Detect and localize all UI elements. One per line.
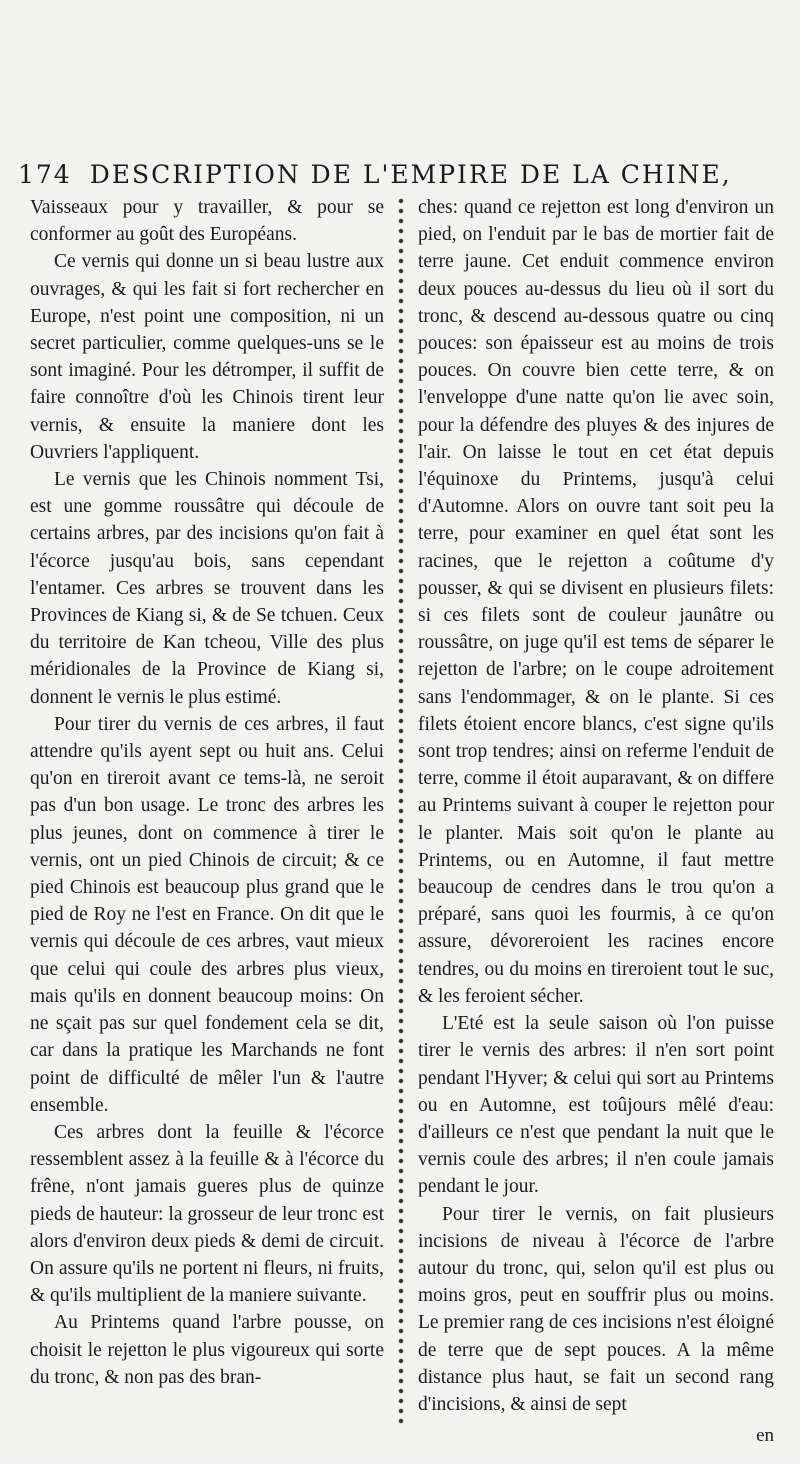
paragraph: Ces arbres dont la feuille & l'écorce ressemblent assez à la feuille & à l'écorce du frêne, n'ont jamais gueres plus de quinze pieds de hauteur: la grosseur de leur tronc est alors d'environ deux pieds & demi de circuit. On assure qu'ils ne portent ni fleurs, ni fruits, & qu'ils multiplient de la maniere suivante. xyxy=(30,1121,384,1307)
paragraph: Le vernis que les Chinois nomment Tsi, est une gomme roussâtre qui découle de certains arbres, par des incisions qu'on fait à l'écorce jusqu'au bois, sans cependant l'entamer. Ces arbres se trouvent dans les Provinces de Kiang si, & de Se tchuen. Ceux du territoire de Kan tcheou, Ville des plus méridionales de la Province de Kiang si, donnent le vernis le plus estimé. xyxy=(30,469,384,708)
right-column xyxy=(418,194,774,1418)
page-number: 174 xyxy=(18,160,72,189)
paragraph: Au Printems quand l'arbre pousse, on choisit le rejetton le plus vigoureux qui sorte du tronc, & non pas des bran- xyxy=(30,1312,384,1388)
paragraph: L'Eté est la seule saison où l'on puisse tirer le vernis des arbres: il n'en sort point pendant l'Hyver; & celui qui sort au Printems ou en Automne, est toûjours mêlé d'eau: d'ailleurs ce n'est que pendant la nuit que le vernis coule des arbres; il n'en coule jamais pendant le jour. xyxy=(418,1013,774,1198)
paragraph: Pour tirer le vernis, on fait plusieurs incisions de niveau à l'écorce de l'arbre autour du tronc, qui, selon qu'il est plus ou moins gros, peut en souffrir plus ou moins. Le premier rang de ces incisions n'est éloigné de terre que de sept pouces. A la même distance plus haut, se fait un second rang d'incisions, & ainsi de sept xyxy=(418,1203,774,1415)
column-ornament-divider xyxy=(395,196,407,1426)
paragraph: Vaisseaux pour y travailler, & pour se conformer au goût des Européans. xyxy=(30,197,384,246)
left-column xyxy=(30,194,384,1391)
paragraph: Ce vernis qui donne un si beau lustre aux ouvrages, & qui les fait si fort rechercher en Europe, n'est point une composition, ni un secret particulier, comme quelques-uns se le sont imaginé. Pour les détromper, il suffit de faire connoître d'où les Chinois tirent leur vernis, & ensuite la maniere dont les Ouvriers l'appliquent. xyxy=(30,251,384,463)
catchword: en xyxy=(756,1425,774,1446)
paragraph: ches: quand ce rejetton est long d'environ un pied, on l'enduit par le bas de mortier fait de terre jaune. Cet enduit commence environ deux pouces au-dessus du lieu où il sort du tronc, & descend au-dessous quatre ou cinq pouces: son épaisseur est au moins de trois pouces. On couvre bien cette terre, & on l'enveloppe d'une natte qu'on lie avec soin, pour la défendre des pluyes & des injures de l'air. On laisse le tout en cet état depuis l'équinoxe du Printems, jusqu'à celui d'Automne. Alors on ouvre tant soit peu la terre, pour examiner en quel état sont les racines, que le rejetton a coûtume d'y pousser, & qui se divisent en plusieurs filets: si ces filets sont de couleur jaunâtre ou roussâtre, on juge qu'il est tems de séparer le rejetton de l'arbre; on le coupe adroitement sans l'endommager, & on le plante. Si ces filets étoient encore blancs, c'est signe qu'ils sont trop tendres; ainsi on referme l'enduit de terre, comme il étoit auparavant, & on differe au Printems suivant à couper le rejetton pour le planter. Mais soit qu'on le plante au Printems, ou en Automne, il faut mettre beaucoup de cendres dans le trou qu'on a préparé, sans quoi les fourmis, à ce qu'on assure, dévoreroient les racines encore tendres, ou du moins en tireroient tout le suc, & les feroient sécher. xyxy=(418,197,774,1007)
running-title: DESCRIPTION DE L'EMPIRE DE LA CHINE, xyxy=(89,160,732,189)
paragraph: Pour tirer du vernis de ces arbres, il faut attendre qu'ils ayent sept ou huit ans. Celui qu'on en tireroit avant ce tems-là, ne seroit pas d'un bon usage. Le tronc des arbres les plus jeunes, dont on commence à tirer le vernis, ont un pied Chinois de circuit; & ce pied Chinois est beaucoup plus grand que le pied de Roy ne l'est en France. On dit que le vernis qui découle de ces arbres, vaut mieux que celui qui coule des arbres plus vieux, mais qu'ils en donnent beaucoup moins: On ne sçait pas sur quel fondement cela se dit, car dans la pratique les Marchands ne font point de difficulté de mêler l'un & l'autre ensemble. xyxy=(30,713,384,1116)
running-header xyxy=(18,160,788,189)
